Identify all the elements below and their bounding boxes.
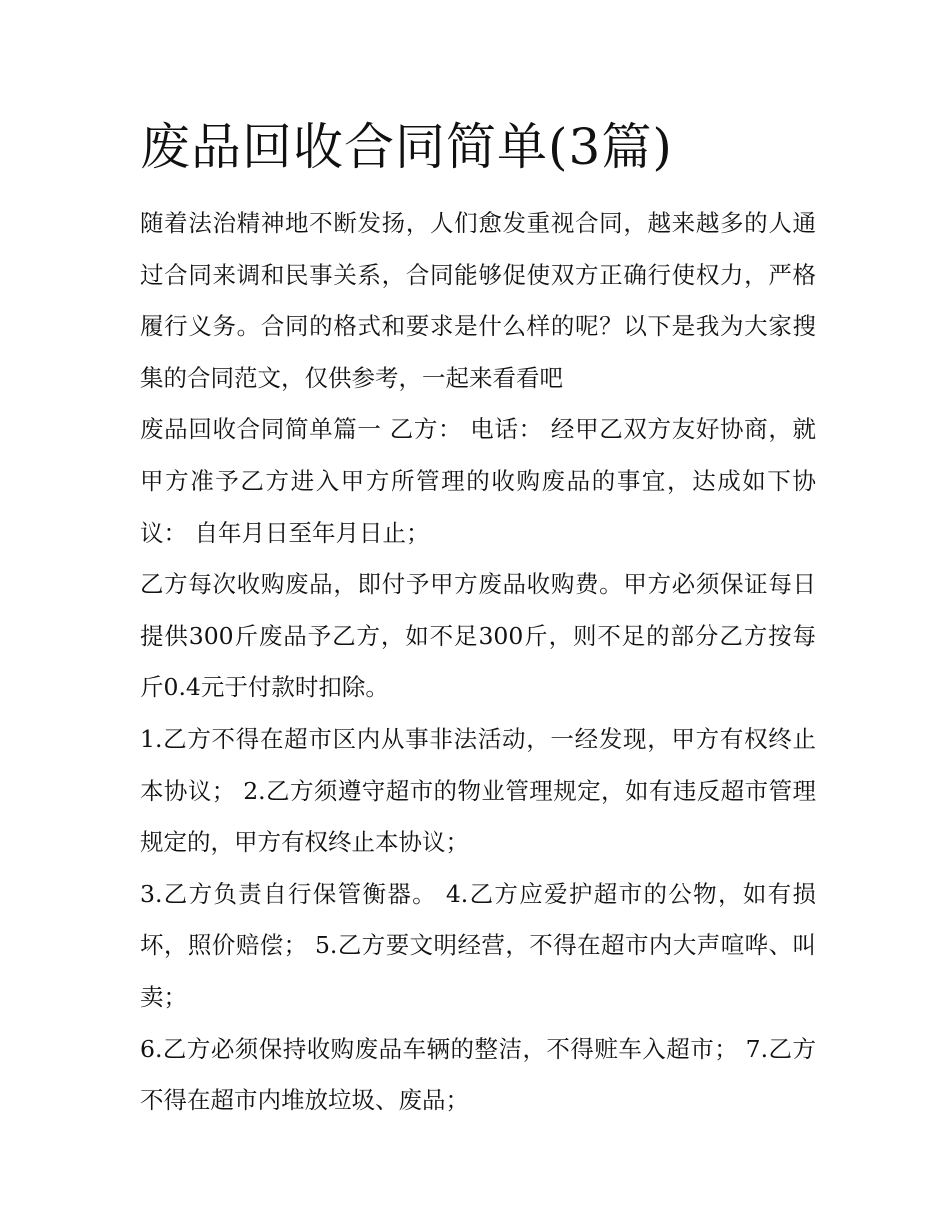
clauses-3-5-paragraph: 3.乙方负责自行保管衡器。 4.乙方应爱护超市的公物，如有损坏，照价赔偿； 5.乙方要文明经营，不得在超市内大声喧哗、叫卖； [140, 879, 816, 1011]
clauses-6-7-paragraph: 6.乙方必须保持收购废品车辆的整洁，不得赃车入超市； 7.乙方不得在超市内堆放垃圾、废品； [140, 1034, 816, 1115]
intro-paragraph: 随着法治精神地不断发扬，人们愈发重视合同，越来越多的人通过合同来调和民事关系，合同能够促使双方正确行使权力，严格履行义务。合同的格式和要求是什么样的呢？以下是我为大家搜集的合同范文，仅供参考，一起来看看吧 [140, 209, 816, 392]
document-page [140, 112, 816, 1127]
document-title: 废品回收合同简单(3篇) [140, 118, 673, 176]
clauses-1-2-paragraph: 1.乙方不得在超市区内从事非法活动，一经发现，甲方有权终止本协议； 2.乙方须遵守超市的物业管理规定，如有违反超市管理规定的，甲方有权终止本协议； [140, 724, 816, 857]
contract-header-paragraph: 废品回收合同简单篇一 乙方： 电话： 经甲乙双方友好协商，就甲方准予乙方进入甲方所管理的收购废品的事宜，达成如下协议： 自年月日至年月日止； [140, 415, 816, 547]
fee-paragraph: 乙方每次收购废品，即付予甲方废品收购费。甲方必须保证每日提供300斤废品予乙方，如不足300斤，则不足的部分乙方按每斤0.4元于付款时扣除。 [140, 570, 816, 702]
